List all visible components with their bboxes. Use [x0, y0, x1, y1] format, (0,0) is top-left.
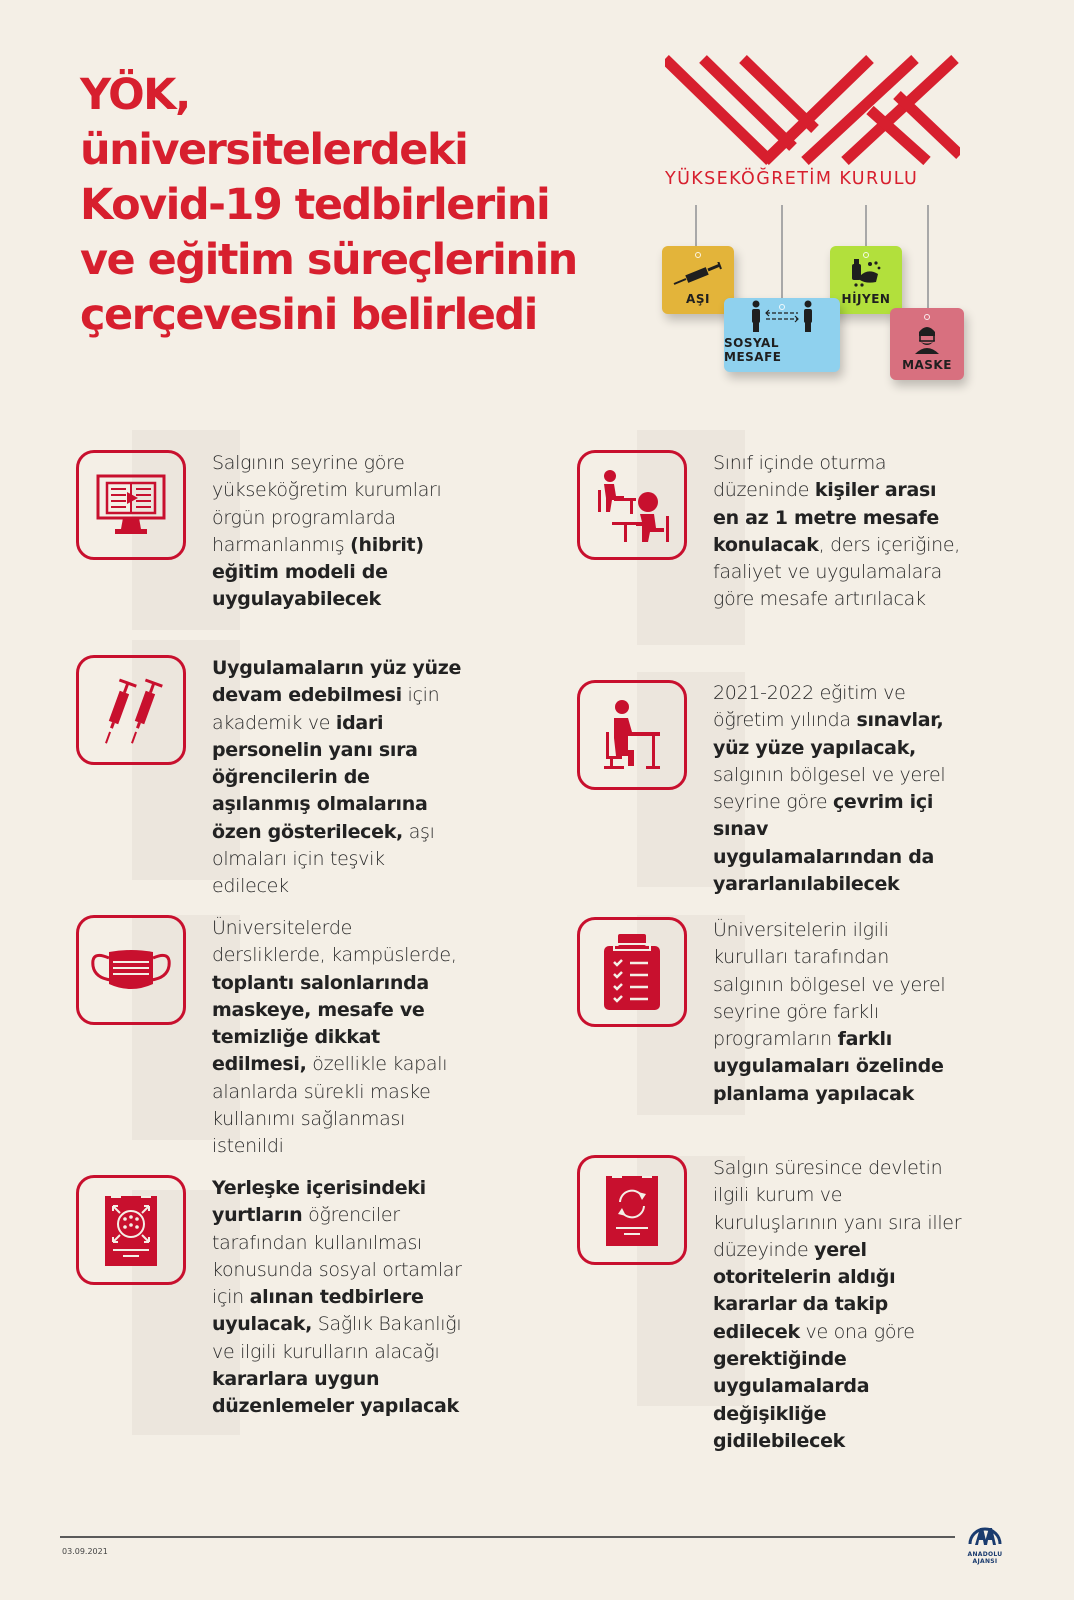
measure-text: Yerleşke içerisindeki yurtların öğrenciler tarafından kullanılması konusunda sosyal ortamlar için alınan tedbirlere uyulacak, Sağlık Bakanlığı ve ilgili kurulların alacağı kararlara uygun düzenlemeler yapılacak	[212, 1177, 462, 1418]
measure-item-exams	[577, 680, 963, 898]
face-mask-icon	[89, 948, 173, 992]
tag-string	[781, 205, 783, 300]
tag-maske	[890, 308, 964, 380]
syringe-icon	[672, 262, 724, 288]
dormitory-social-distance-icon	[103, 1192, 159, 1268]
tag-string	[865, 205, 867, 247]
measure-item-planning	[577, 917, 963, 1108]
icon-frame	[76, 1175, 186, 1285]
measure-item-local-authorities	[577, 1155, 963, 1455]
mask-person-icon	[914, 324, 940, 354]
headline-line-3: Kovid-19 tedbirlerini	[80, 180, 550, 230]
measure-item-vaccination	[76, 655, 462, 901]
measure-text: Salgının seyrine göre yükseköğretim kurumları örgün programlarda harmanlanmış (hibrit) eğitim modeli de uygulayabilecek	[212, 452, 442, 611]
headline-line-5: çerçevesini belirledi	[80, 290, 537, 340]
headline-line-1: YÖK,	[80, 70, 190, 120]
tag-label: AŞI	[686, 292, 710, 306]
yok-logo-mark-icon	[665, 55, 960, 165]
headline	[80, 68, 640, 343]
icon-frame	[577, 450, 687, 560]
headline-line-2: üniversitelerdeki	[80, 125, 468, 175]
measure-text: Üniversitelerde dersliklerde, kampüslerde, toplantı salonlarında maskeye, mesafe ve temizliğe dikkat edilmesi, özellikle kapalı alanlarda sürekli maske kullanımı sağlanması istenildi	[212, 917, 457, 1158]
yok-logo-text: YÜKSEKÖĞRETİM KURULU	[665, 169, 919, 189]
agency-name: ANADOLU AJANSI	[967, 1551, 1003, 1565]
update-document-icon	[604, 1172, 660, 1248]
measure-item-dormitories	[76, 1175, 462, 1421]
measure-text: Üniversitelerin ilgili kurulları tarafından salgının bölgesel ve yerel seyrine göre farklı programların farklı uygulamaları özelinde planlama yapılacak	[713, 919, 946, 1105]
icon-frame	[577, 680, 687, 790]
footer-divider	[60, 1536, 955, 1538]
icon-frame	[577, 1155, 687, 1265]
online-education-monitor-icon	[95, 473, 167, 537]
classroom-distance-icon	[592, 468, 672, 542]
tag-label: HİJYEN	[841, 292, 891, 306]
icon-frame	[76, 655, 186, 765]
measure-text: Salgın süresince devletin ilgili kurum ve kuruluşlarının yanı sıra iller düzeyinde yerel otoritelerin aldığı kararlar da takip edilecek ve ona göre gerektiğinde uygulamalarda değişikliğe gidilebilecek	[713, 1157, 962, 1452]
tag-string	[695, 205, 697, 247]
icon-frame	[577, 917, 687, 1027]
tag-label: SOSYAL MESAFE	[724, 336, 782, 364]
headline-line-4: ve eğitim süreçlerinin	[80, 235, 577, 285]
tag-string	[927, 205, 929, 308]
student-exam-desk-icon	[602, 698, 662, 772]
syringes-icon	[99, 673, 163, 747]
clipboard-checklist-icon	[602, 932, 662, 1012]
measure-text: Uygulamaların yüz yüze devam edebilmesi için akademik ve idari personelin yanı sıra öğrencilerin de aşılanmış olmalarına özen gösterilecek, aşı olmaları için teşvik edilecek	[212, 657, 462, 898]
measure-item-hybrid-education	[76, 450, 462, 614]
tag-hijyen	[830, 246, 902, 314]
measure-text: Sınıf içinde oturma düzeninde kişiler arası en az 1 metre mesafe konulacak, ders içeriğine, faaliyet ve uygulamalara göre mesafe artırılacak	[713, 452, 961, 611]
icon-frame	[76, 450, 186, 560]
publish-date: 03.09.2021	[62, 1547, 108, 1556]
tag-label: MASKE	[902, 358, 952, 372]
measure-text: 2021-2022 eğitim ve öğretim yılında sınavlar, yüz yüze yapılacak, salgının bölgesel ve yerel seyrine göre çevrim içi sınav uygulamalarından da yararlanılabilecek	[713, 682, 946, 896]
yok-logo	[665, 55, 975, 189]
icon-frame	[76, 915, 186, 1025]
anadolu-agency-logo	[955, 1518, 1015, 1565]
tag-sosyal-mesafe	[724, 298, 840, 372]
handwash-icon	[848, 258, 884, 288]
measure-item-mask	[76, 915, 462, 1161]
measure-item-seating-distance	[577, 450, 963, 614]
aa-logo-icon	[967, 1518, 1003, 1546]
